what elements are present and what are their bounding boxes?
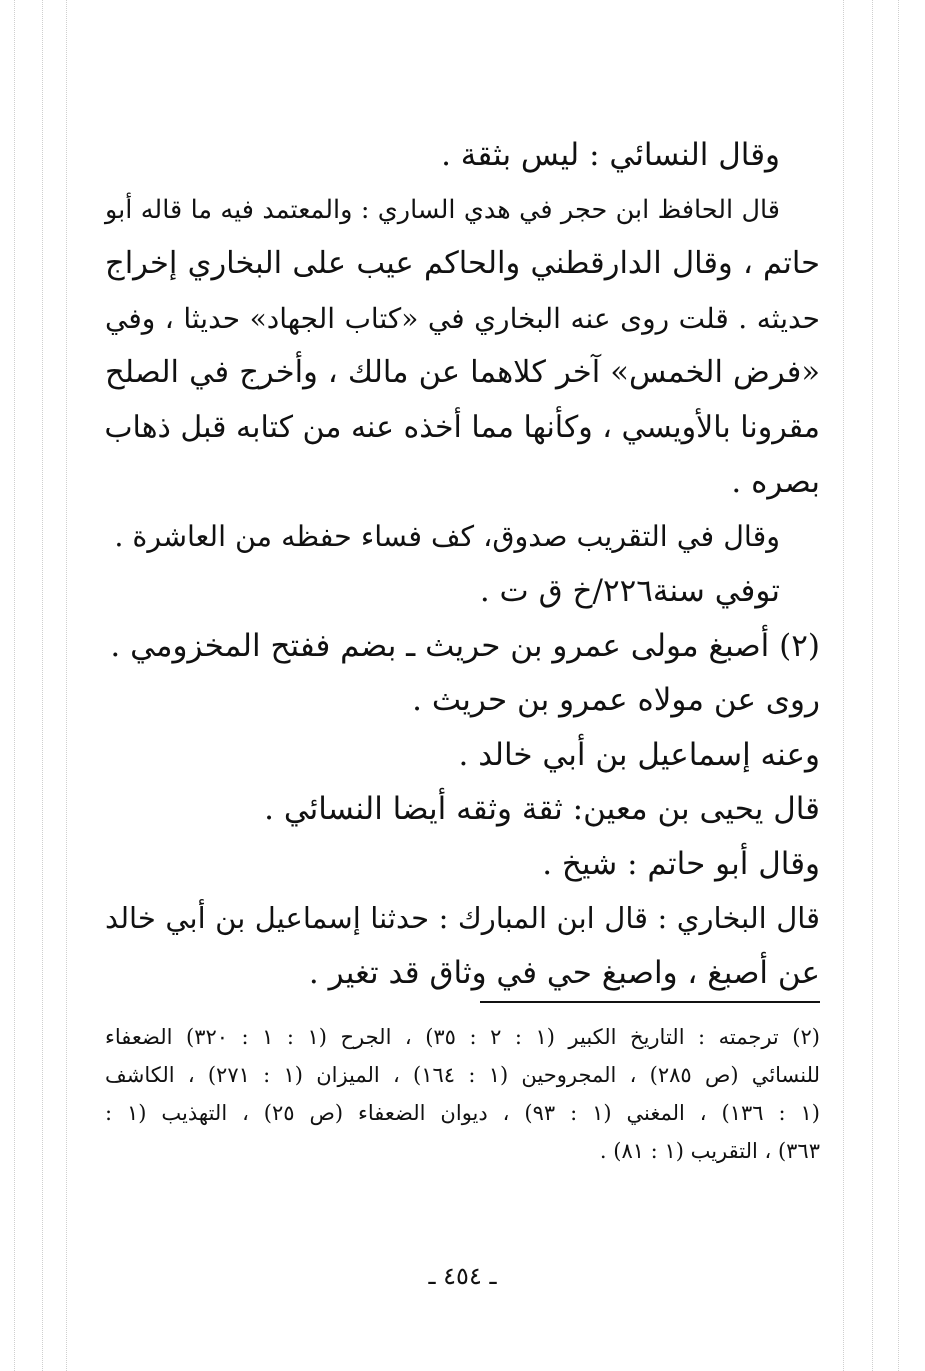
guide-line — [42, 0, 43, 1371]
page-number: ـ ٤٥٤ ـ — [428, 1262, 497, 1290]
text-line: قال الحافظ ابن حجر في هدي الساري : والمعتمد فيه ما قاله أبو — [105, 194, 780, 225]
text-line: روى عن مولاه عمرو بن حريث . — [412, 682, 820, 718]
entry-heading: (٢) أصبغ مولى عمرو بن حريث ـ بضم ففتح المخزومي . — [110, 627, 820, 664]
text-line: بصره . — [731, 464, 820, 500]
footnote-line: (٢) ترجمته : التاريخ الكبير (١ : ٢ : ٣٥) ، الجرح (١ : ١ : ٣٢٠) الضعفاء — [105, 1025, 820, 1049]
text-line: قال البخاري : قال ابن المبارك : حدثنا إسماعيل بن أبي خالد — [105, 901, 820, 935]
footnote-separator — [480, 1001, 820, 1003]
text-line: حديثه . قلت روى عنه البخاري في «كتاب الجهاد» حديثا ، وفي — [105, 301, 820, 335]
text-line: توفي سنة٢٢٦/خ ق ت . — [479, 573, 780, 609]
text-line: عن أصبغ ، واصبغ حي في وثاق قد تغير . — [308, 954, 820, 991]
footnotes — [105, 1018, 820, 1170]
guide-line — [66, 0, 67, 1371]
footnote-line: (١ : ١٣٦) ، المغني (١ : ٩٣) ، ديوان الضعفاء (ص ٢٥) ، التهذيب (١ : — [105, 1101, 820, 1125]
guide-line — [14, 0, 15, 1371]
text-line: وقال في التقريب صدوق، كف فساء حفظه من العاشرة . — [114, 519, 780, 553]
footnote-line: للنسائي (ص ٢٨٥) ، المجروحين (١ : ١٦٤) ، الميزان (١ : ٢٧١) ، الكاشف — [105, 1063, 820, 1087]
guide-line — [872, 0, 873, 1371]
footnote-line: ٣٦٣) ، التقريب (١ : ٨١) . — [599, 1139, 820, 1163]
main-text — [105, 128, 820, 1000]
text-line: حاتم ، وقال الدارقطني والحاكم عيب على البخاري إخراج — [105, 246, 820, 281]
text-line: «فرض الخمس» آخر كلاهما عن مالك ، وأخرج في الصلح — [105, 355, 820, 390]
text-line: وقال النسائي : ليس بثقة . — [441, 137, 780, 173]
text-line: مقرونا بالأويسي ، وكأنها مما أخذه عنه من كتابه قبل ذهاب — [104, 409, 820, 445]
text-line: وقال أبو حاتم : شيخ . — [542, 845, 820, 882]
guide-line — [898, 0, 899, 1371]
text-line: قال يحيى بن معين: ثقة وثقه أيضا النسائي . — [264, 791, 820, 827]
guide-line — [843, 0, 844, 1371]
text-line: وعنه إسماعيل بن أبي خالد . — [458, 736, 820, 773]
